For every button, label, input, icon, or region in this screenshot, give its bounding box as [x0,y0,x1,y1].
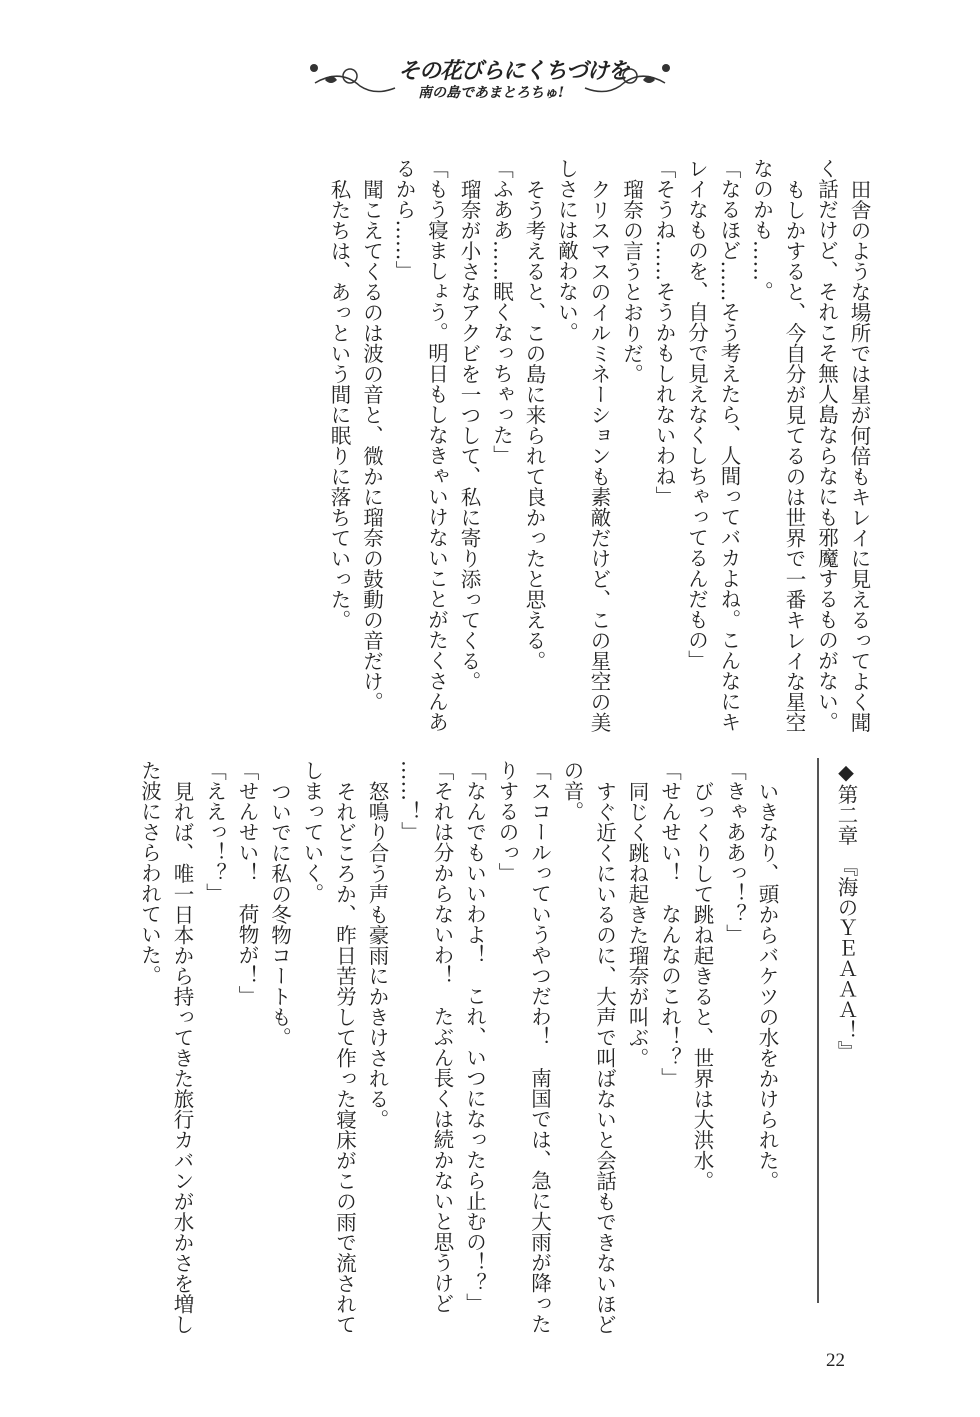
text-column: ……！」 [397,760,422,842]
text-column: そう考えると、この島に来られて良かったと思える。 [522,178,546,671]
text-column: びっくりして跳ね起きると、世界は大洪水。 [690,780,714,1191]
text-column: レイなものを、自分で見えなくしちゃってるんだもの」 [684,158,709,671]
floral-ornament-right-icon [580,58,670,98]
text-column: しさには敵わない。 [554,158,579,343]
text-column: 「スコールっていうやつだわ！ 南国では、急に大雨が降った [527,760,552,1334]
text-column: く話だけど、それこそ無人島ならなにも邪魔するものがない。 [814,158,839,732]
text-column: 「それは分からないわ！ たぶん長くは続かないと思うけど [430,760,454,1314]
text-column: 「ええっ！？」 [202,760,227,904]
text-column: りするのっ」 [495,760,519,883]
book-title: その花びらにくちづけを [398,58,629,84]
text-column: 同じく跳ね起きた瑠奈が叫ぶ。 [625,780,649,1068]
running-header [310,48,670,108]
text-column: るから……」 [392,158,416,281]
text-column: 「なんでもいいわよ！ これ、いつになったら止むの！？」 [462,760,487,1314]
floral-ornament-left-icon [310,58,400,98]
text-column: 見れば、唯一日本から持ってきた旅行カバンが水かさを増し [170,780,194,1334]
text-column: それどころか、昨日苦労して作った寝床がこの雨で流されて [332,780,357,1334]
text-column: 「ふああ……眠くなっちゃった」 [489,158,514,466]
text-column: 私たちは、あっという間に眠りに落ちていった。 [327,178,351,630]
text-column: た波にさらわれていた。 [137,760,162,986]
text-column: の音。 [560,760,584,822]
text-column: 聞こえてくるのは波の音と、微かに瑠奈の鼓動の音だけ。 [359,178,384,712]
text-column: 「そうね……そうかもしれないわね」 [652,158,676,507]
text-column: 田舎のような場所では星が何倍もキレイに見えるってよく聞 [847,178,871,732]
chapter-heading: ◆第二章 『海のＹＥＡＡＡ！』 [834,760,858,1061]
text-column: 「せんせい！ 荷物が！」 [235,760,259,1006]
text-column: 「せんせい！ なんなのこれ！？」 [657,760,682,1088]
text-column: なのかも……。 [749,158,774,302]
text-column: 「もう寝ましょう。明日もしなきゃいけないことがたくさんあ [424,158,449,732]
text-column: しまっていく。 [300,760,324,904]
text-column: いきなり、頭からバケツの水をかけられた。 [755,780,779,1191]
page-number: 22 [826,1350,845,1371]
top-text-block [323,158,876,732]
text-column: 「きゃああっ！？」 [722,760,747,945]
text-column: 瑠奈の言うとおりだ。 [619,178,644,384]
text-column: もしかすると、今自分が見てるのは世界で一番キレイな星空 [782,178,806,732]
bottom-text-block [133,760,783,1334]
text-column: 「なるほど……そう考えたら、人間ってバカよね。こんなにキ [717,158,741,732]
chapter-divider-line [817,758,819,1303]
text-column: クリスマスのイルミネーションも素敵だけど、この星空の美 [587,178,611,732]
text-column: ついでに私の冬物コートも。 [267,780,292,1047]
book-subtitle: 南の島であまとろちゅ! [418,85,565,101]
text-column: すぐ近くにいるのに、大声で叫ばないと会話もできないほど [592,780,617,1334]
text-column: 瑠奈が小さなアクビを一つして、私に寄り添ってくる。 [457,178,481,691]
text-column: 怒鳴り合う声も豪雨にかきけされる。 [365,780,389,1129]
